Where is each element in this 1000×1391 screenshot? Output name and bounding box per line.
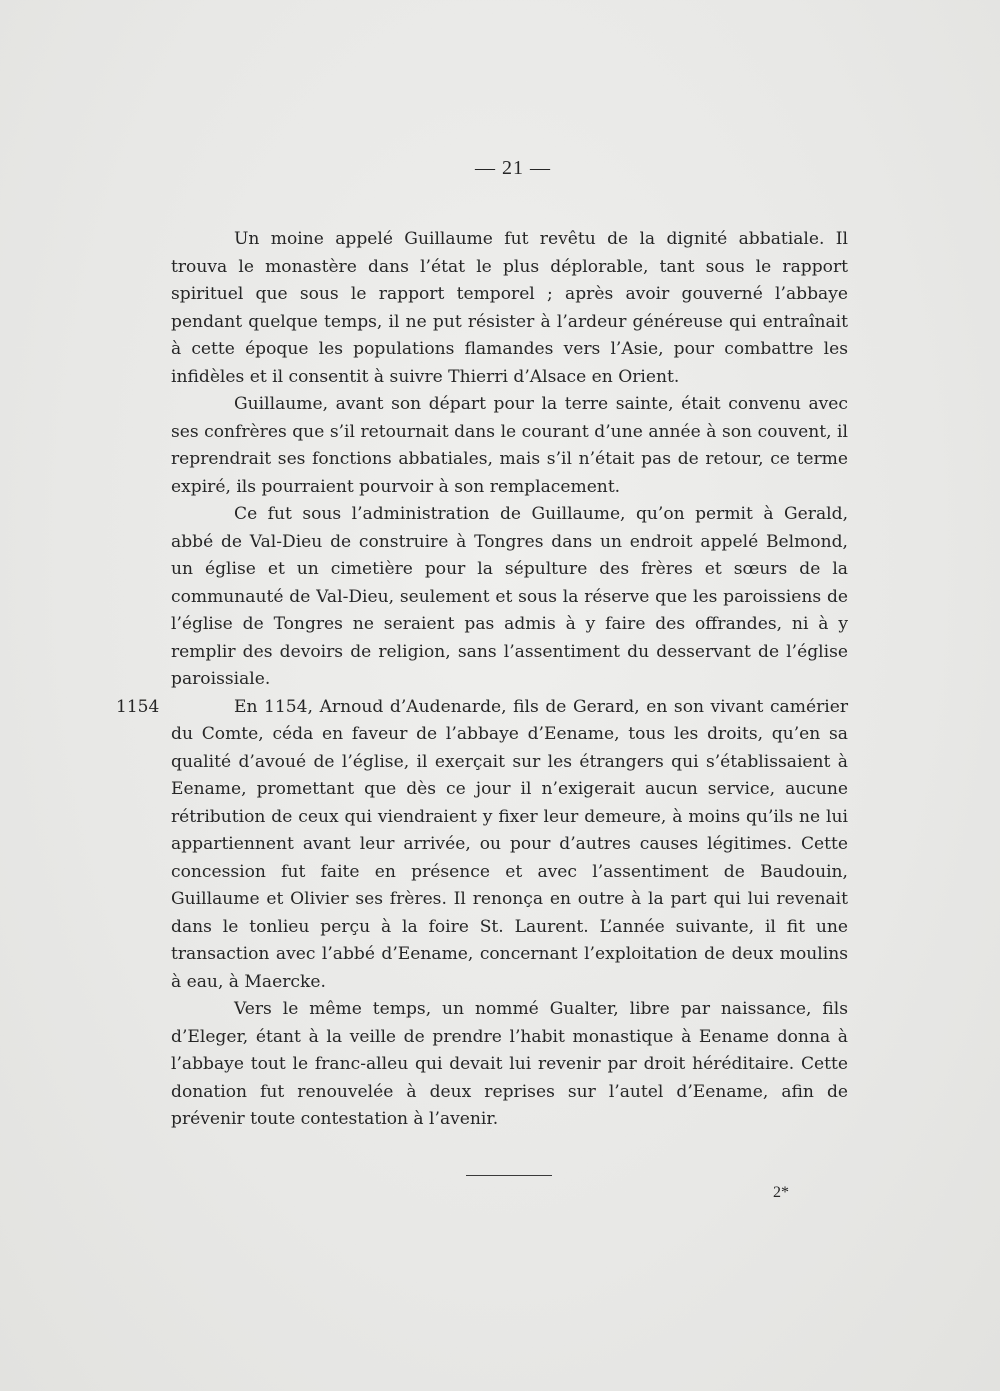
paragraph-2: Guillaume, avant son départ pour la terre sainte, était convenu avec ses confrères que s’il retournait dans le courant d’une année à son couvent, il reprendrait ses fonctions abbatiales, mais s’il n’était pas de retour, ce terme expiré, ils pourraient pourvoir à son remplacement. xyxy=(171,394,848,497)
paragraph-1: Un moine appelé Guillaume fut revêtu de la dignité abbatiale. Il trouva le monastère dans l’état le plus déplorable, tant sous le rapport spirituel que sous le rapport temporel ; après avoir gouverné l’abbaye pendant quelque temps, il ne put résister à l’ardeur généreuse qui entraînait à cette époque les populations flamandes vers l’Asie, pour combattre les infidèles et il consentit à suivre Thierri d’Alsace en Orient. xyxy=(171,229,848,387)
paragraph-3: Ce fut sous l’administration de Guillaume, qu’on permit à Gerald, abbé de Val-Dieu de construire à Tongres dans un endroit appelé Belmond, un église et un cimetière pour la sépulture des frères et sœurs de la communauté de Val-Dieu, seulement et sous la réserve que les paroissiens de l’église de Tongres ne seraient pas admis à y faire des offrandes, ni à y remplir des devoirs de religion, sans l’assentiment du desservant de l’église paroissiale. xyxy=(171,504,848,689)
signature-mark: 2* xyxy=(773,1184,789,1201)
paragraph-4-text: En 1154, Arnoud d’Audenarde, fils de Gerard, en son vivant camérier du Comte, céda en faveur de l’abbaye d’Eename, tous les droits, qu’en sa qualité d’avoué de l’église, il exerçait sur les étrangers qui s’établissaient à Eename, promettant que dès ce jour il n’exigerait aucun service, aucune rétribution de ceux qui viendraient y fixer leur demeure, à moins qu’ils ne lui appartiennent avant leur arrivée, ou pour d’autres causes légitimes. Cette concession fut faite en présence et avec l’assentiment de Baudouin, Guillaume et Olivier ses frères. Il renonça en outre à la part qui lui revenait dans le tonlieu perçu à la foire St. Laurent. L’année suivante, il fit une transaction avec l’abbé d’Eename, concernant l’exploitation de deux moulins à eau, à Maercke. xyxy=(171,696,848,992)
paragraph-4 xyxy=(116,694,848,997)
paragraph-5: Vers le même temps, un nommé Gualter, libre par naissance, fils d’Eleger, étant à la veille de prendre l’habit monastique à Eename donna à l’abbaye tout le franc-alleu qui devait lui revenir par droit héréditaire. Cette donation fut renouvelée à deux reprises sur l’autel d’Eename, afin de prévenir toute contestation à l’avenir. xyxy=(171,999,848,1129)
margin-year-note: 1154 xyxy=(116,696,160,717)
body-text xyxy=(116,226,848,1134)
closing-rule xyxy=(466,1175,552,1176)
page-number: — 21 — xyxy=(475,157,551,179)
